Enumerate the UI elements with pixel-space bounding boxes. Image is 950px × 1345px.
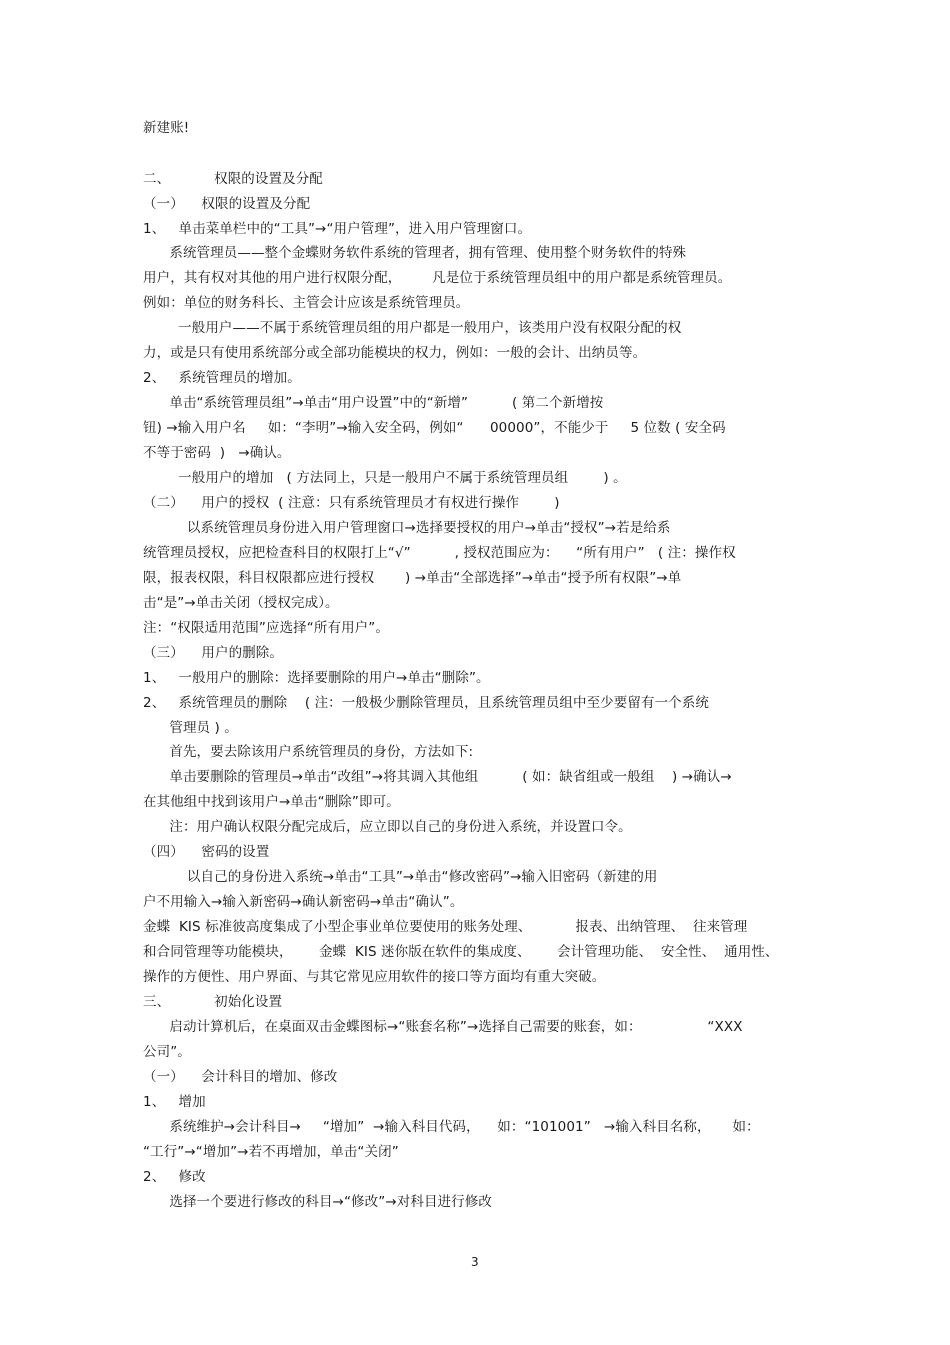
text-line: 1、 单击菜单栏中的“工具”→“用户管理”，进入用户管理窗口。 (143, 221, 532, 237)
text-line: （四） 密码的设置 (143, 844, 270, 860)
text-line: 三、 初始化设置 (143, 994, 283, 1010)
text-line: 和合同管理等功能模块， 金蝶 KIS 迷你版在软件的集成度、 会计管理功能、 安全性、 通用性、 (143, 944, 779, 960)
page-number: 3 (471, 1255, 479, 1269)
text-line: 二、 权限的设置及分配 (143, 171, 323, 187)
text-line: 启动计算机后，在桌面双击金蝶图标→“账套名称”→选择自己需要的账套，如： “XXX (143, 1019, 743, 1035)
text-line: 统管理员授权，应把检查科目的权限打上“√” , 授权范围应为： “所有用户” ( 注：操作权 (143, 545, 736, 561)
text-line: 户不用输入→输入新密码→确认新密码→单击“确认”。 (143, 894, 464, 910)
text-line: 选择一个要进行修改的科目→“修改”→对科目进行修改 (143, 1194, 492, 1210)
text-line: 以系统管理员身份进入用户管理窗口→选择要授权的用户→单击“授权”→若是给系 (143, 520, 671, 536)
text-line: 新建账! (143, 120, 190, 136)
text-line: 首先，要去除该用户系统管理员的身份，方法如下: (143, 744, 474, 760)
text-line: （一） 权限的设置及分配 (143, 196, 311, 212)
text-line: 击“是”→单击关闭（授权完成）。 (143, 595, 339, 611)
text-line: （二） 用户的授权 ( 注意：只有系统管理员才有权进行操作 ) (143, 495, 560, 511)
text-line: 钮) →输入用户名 如：“李明”→输入安全码，例如“ 00000”，不能少于 5 位数 ( 安全码 (143, 420, 726, 436)
text-line: （三） 用户的删除。 (143, 645, 283, 661)
text-line: 管理员 ) 。 (143, 720, 238, 736)
text-line: 注：用户确认权限分配完成后，应立即以自己的身份进入系统，并设置口令。 (143, 819, 632, 835)
text-line: 以自己的身份进入系统→单击“工具”→单击“修改密码”→输入旧密码（新建的用 (143, 869, 658, 885)
text-line: 限，报表权限，科目权限都应进行授权 ) →单击“全部选择”→单击“授予所有权限”→单 (143, 570, 682, 586)
text-line: （一） 会计科目的增加、修改 (143, 1069, 338, 1085)
text-line: 注：“权限适用范围”应选择“所有用户”。 (143, 620, 389, 636)
text-line: 操作的方便性、用户界面、与其它常见应用软件的接口等方面均有重大突破。 (143, 969, 606, 985)
text-line: 2、 修改 (143, 1169, 206, 1185)
text-line: 例如：单位的财务科长、主管会计应该是系统管理员。 (143, 295, 470, 311)
text-line: 不等于密码 ) →确认。 (143, 445, 291, 461)
text-line: 在其他组中找到该用户→单击“删除”即可。 (143, 794, 400, 810)
text-line: 单击“系统管理员组”→单击“用户设置”中的“新增” ( 第二个新增按 (143, 395, 604, 411)
text-line: 2、 系统管理员的删除 ( 注：一般极少删除管理员，且系统管理员组中至少要留有一个系统 (143, 695, 709, 711)
text-line: 1、 增加 (143, 1094, 206, 1110)
text-line: 一般用户——不属于系统管理员组的用户都是一般用户，该类用户没有权限分配的权 (143, 320, 682, 336)
text-line: 公司”。 (143, 1044, 191, 1060)
text-line: 单击要删除的管理员→单击“改组”→将其调入其他组 ( 如：缺省组或一般组 ) →确认→ (143, 769, 732, 785)
text-line: 2、 系统管理员的增加。 (143, 370, 301, 386)
text-line: 系统管理员——整个金蝶财务软件系统的管理者，拥有管理、使用整个财务软件的特殊 (143, 245, 687, 261)
text-line: 力，或是只有使用系统部分或全部功能模块的权力，例如：一般的会计、出纳员等。 (143, 345, 647, 361)
text-line: “工行”→“增加”→若不再增加，单击“关闭” (143, 1144, 399, 1160)
text-line: 系统维护→会计科目→ “增加” →输入科目代码， 如：“101001” →输入科目名称， 如： (143, 1119, 760, 1135)
text-line: 用户，其有权对其他的用户进行权限分配， 凡是位于系统管理员组中的用户都是系统管理员。 (143, 270, 732, 286)
text-line: 1、 一般用户的删除：选择要删除的用户→单击“删除”。 (143, 670, 490, 686)
text-line: 金蝶 KIS 标准彼高度集成了小型企事业单位要使用的账务处理、 报表、出纳管理、 往来管理 (143, 919, 748, 935)
text-line: 一般用户的增加 ( 方法同上，只是一般用户不属于系统管理员组 ) 。 (143, 470, 627, 486)
